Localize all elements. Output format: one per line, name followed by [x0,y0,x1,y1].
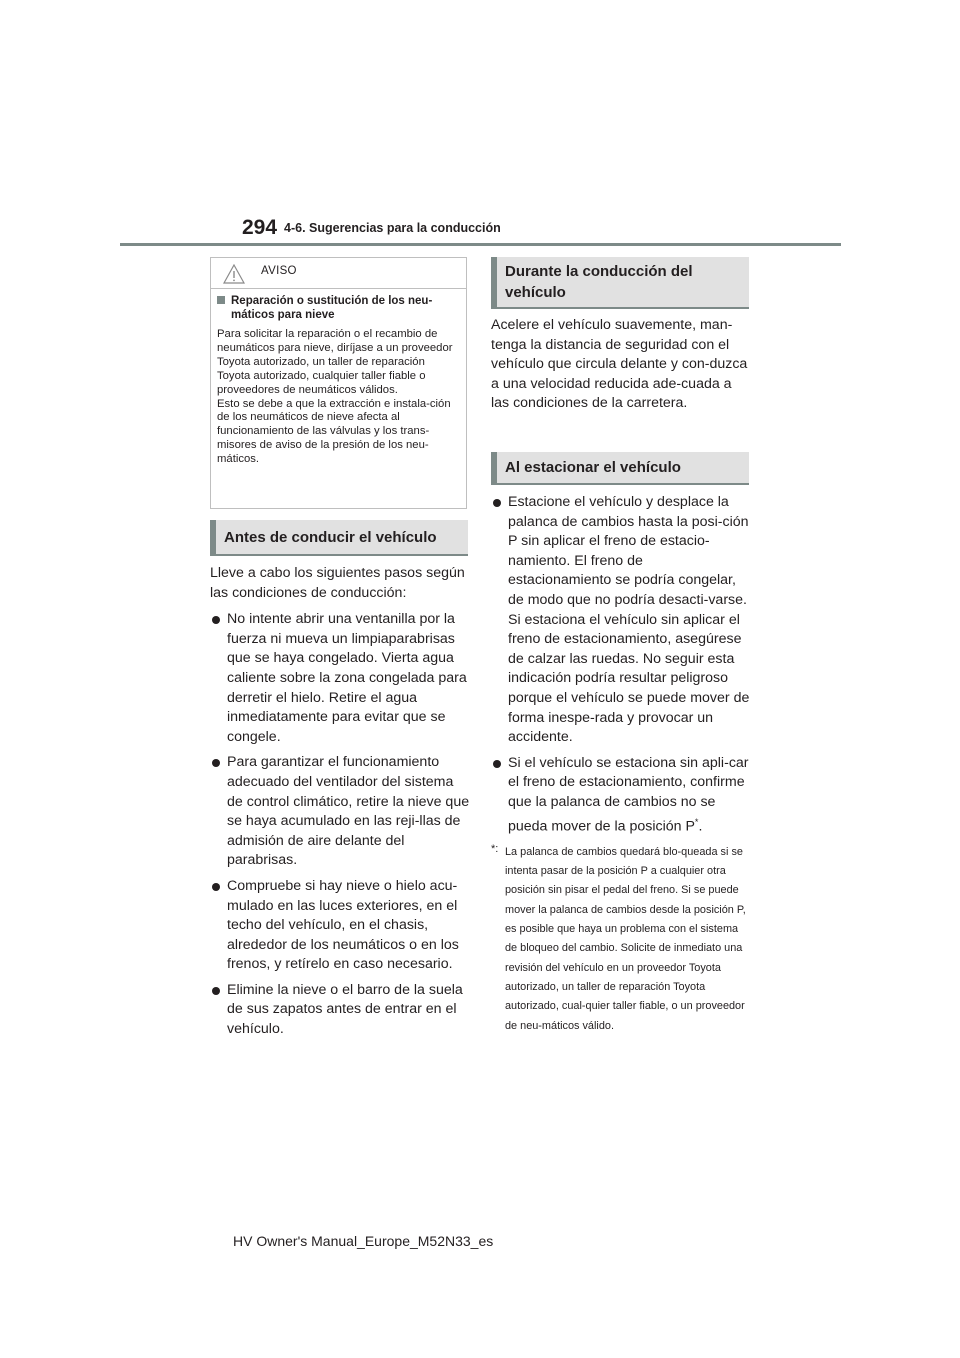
footnote-text: La palanca de cambios quedará blo-queada si se intenta pasar de la posición P a cualquier otra posición sin pisar el pedal del freno. Si se puede mover la palanca de cambios desde la posición P, es posible que haya un problema con el sistema de bloqueo del cambio. Solicite de inmediato una revisión del vehículo en un proveedor Toyota autorizado, un taller de reparación Toyota autorizado, cual-quier taller fiable, o un proveedor de neu-máticos válido. [505,845,746,1032]
list-item-end: . [698,818,703,835]
footnote-reference: * [694,816,699,827]
parking-list [491,493,750,837]
heading-parking-text: Al estacionar el vehículo [505,459,681,476]
header-rule [120,243,841,246]
list-item [210,753,470,871]
warning-box [210,257,467,509]
warning-subheading-text: Reparación o sustitución de los neu-máticos para nieve [231,295,433,321]
list-item [210,610,470,747]
warning-body [211,289,466,467]
before-driving-intro: Lleve a cabo los siguientes pasos según las condiciones de conducción: [210,565,465,601]
warning-triangle-icon [223,264,245,284]
parking-section [491,493,750,1036]
bullet-icon [493,760,501,768]
list-item [210,981,470,1040]
warning-title-row [211,258,466,289]
bullet-icon [212,759,220,767]
section-header: 4-6. Sugerencias para la conducción [284,221,501,235]
warning-text: Para solicitar la reparación o el recambio de neumáticos para nieve, diríjase a un proveedor Toyota autorizado, un taller de reparación Toyota autorizado, cualquier taller fiable o proveedores de neumáticos válidos. Esto se debe a que la extracción e instala-ción de los neumáticos de nieve afecta al funcionamiento de las válvulas y los trans-misores de aviso de la presión de los neu-máticos. [217,328,453,466]
heading-while-driving-text: Durante la conducción del vehículo [505,263,693,301]
square-bullet-icon [217,296,225,304]
before-driving-list [210,610,470,1039]
list-item [491,493,750,748]
bullet-icon [212,883,220,891]
footnote [491,843,750,1036]
list-item-text: Si el vehículo se estaciona sin apli-car el freno de estacionamiento, confirme que la palanca de cambios no se pueda mover de la posición P [508,754,749,835]
warning-subheading [217,294,460,322]
list-item-text: Para garantizar el funcionamiento adecuado del ventilador del sistema de control climático, retire la nieve que se haya acumulado en las reji-llas de admisión de aire delante del parabrisas. [227,754,470,869]
footer-manual-id: HV Owner's Manual_Europe_M52N33_es [233,1233,494,1249]
list-item-text: Compruebe si hay nieve o hielo acu-mulado en las luces exteriores, en el techo del vehículo, en el chasis, alrededor de los neumáticos o en los frenos, y retírelo en caso necesario. [227,877,459,973]
heading-while-driving [491,257,749,309]
warning-title: AVISO [261,265,297,277]
heading-before-driving [210,520,468,556]
heading-before-driving-text: Antes de conducir el vehículo [224,529,437,546]
footnote-mark: *: [491,842,499,855]
list-item [491,754,750,837]
page-number: 294 [242,216,278,239]
list-item-text: Elimine la nieve o el barro de la suela de sus zapatos antes de entrar en el vehículo. [227,981,463,1038]
list-item-text: Estacione el vehículo y desplace la palanca de cambios hasta la posi-ción P sin aplicar el freno de estacio-namiento. El freno de estacionamiento se podría congelar, de modo que no podría desacti-varse. Si estaciona el vehículo sin aplicar el freno de estacionamiento, asegúrese de calzar las ruedas. No seguir esta indicación podría resultar peligroso porque el vehículo se puede mover de forma inespe-rada y provocar un accidente. [508,494,750,746]
bullet-icon [212,987,220,995]
list-item [210,877,470,975]
list-item-text: No intente abrir una ventanilla por la fuerza ni mueva un limpiaparabrisas que se haya congelado. Vierta agua caliente sobre la zona congelada para derretir el hielo. Retire el agua inmediatamente para evitar que se congele. [227,611,467,745]
bullet-icon [493,499,501,507]
heading-parking [491,452,749,485]
while-driving-text: Acelere el vehículo suavemente, man-tenga la distancia de seguridad con el vehículo que circula delante y con-duzca a una velocidad reducida ade-cuada a las condiciones de la carretera. [491,317,748,412]
before-driving-section [210,564,470,1046]
bullet-icon [212,616,220,624]
